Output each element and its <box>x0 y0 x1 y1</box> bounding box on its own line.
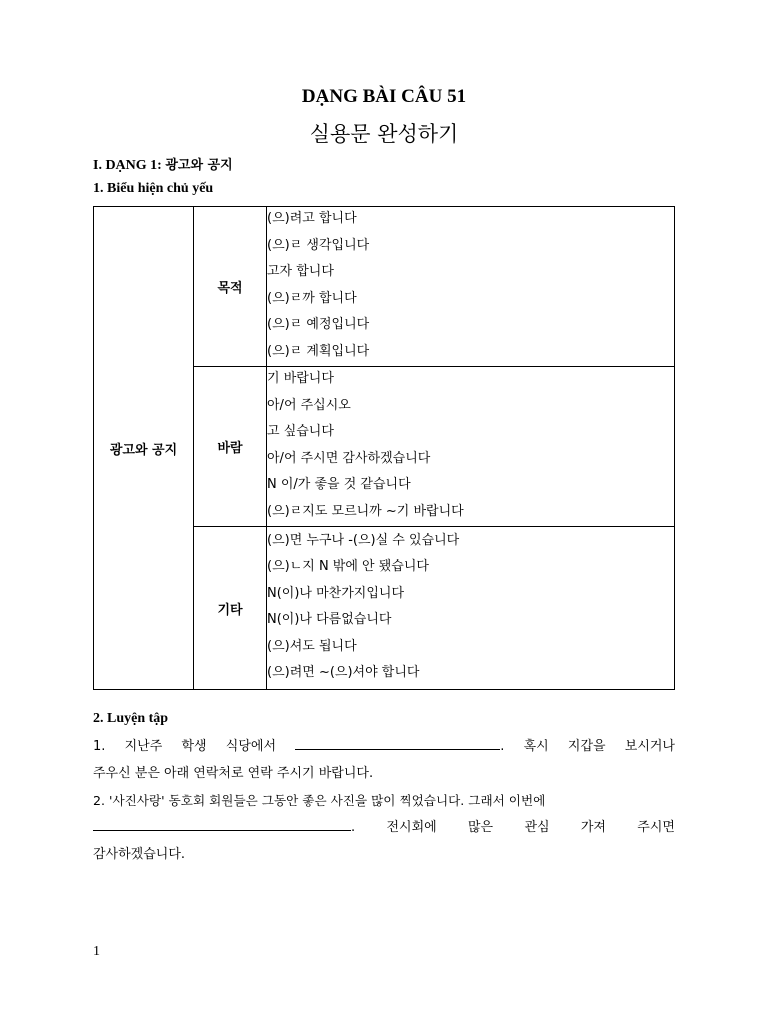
list-item: 아/어 주십시오 <box>267 397 351 413</box>
exercise-2-line-2 <box>93 814 675 841</box>
table-row-purpose <box>94 207 675 367</box>
category-cell: 광고와 공지 <box>94 207 194 690</box>
list-item: N 이/가 좋을 것 같습니다 <box>267 477 411 492</box>
group-name-wish: 바람 <box>194 367 267 527</box>
list-item: (으)려고 합니다 <box>267 211 357 226</box>
list-item: (으)면 누구나 -(으)실 수 있습니다 <box>267 532 460 548</box>
section-label-kr: 광고와 공지 <box>165 158 233 173</box>
group-items-wish <box>267 367 675 527</box>
list-item: (으)셔도 됩니다 <box>267 638 357 654</box>
list-item: 기 바랍니다 <box>267 371 334 386</box>
list-item: 고 싶습니다 <box>267 424 334 439</box>
list-item: N(이)나 마찬가지입니다 <box>267 585 405 601</box>
exercise-2-line-1: 2. '사진사랑' 동호회 회원들은 그동안 좋은 사진을 많이 찍었습니다. 그래서 이번에 <box>93 793 546 808</box>
list-item: (으)ㄹ까 합니다 <box>267 290 357 306</box>
answer-blank-1[interactable] <box>295 736 500 750</box>
group-name-purpose: 목적 <box>194 207 267 367</box>
exercise-2-text-b: . 전시회에 많은 관심 가져 주시면 <box>351 820 675 835</box>
page-number: 1 <box>93 944 100 959</box>
list-item: (으)ㄹ 계획입니다 <box>267 343 370 359</box>
subsection-heading-practice: 2. Luyện tập <box>93 711 169 726</box>
expressions-table <box>93 206 675 690</box>
page-title: DẠNG BÀI CÂU 51 <box>301 86 467 107</box>
page-subtitle: 실용문 완성하기 <box>309 122 459 146</box>
list-item: 아/어 주시면 감사하겠습니다 <box>267 450 431 466</box>
group-items-purpose <box>267 207 675 367</box>
group-name-other: 기타 <box>194 527 267 690</box>
list-item: (으)ㄹ지도 모르니까 ~기 바랍니다 <box>267 503 464 519</box>
section-label: I. DẠNG 1: <box>93 158 166 173</box>
list-item: (으)려면 ~(으)셔야 합니다 <box>267 665 420 680</box>
exercise-1-line-2: 주우신 분은 아래 연락처로 연락 주시기 바랍니다. <box>93 766 374 781</box>
exercise-1-text-a: 1. 지난주 학생 식당에서 <box>93 739 277 754</box>
list-item: N(이)나 다름없습니다 <box>267 612 392 627</box>
group-items-other <box>267 527 675 690</box>
section-heading <box>93 154 233 174</box>
list-item: (으)ㄴ지 N 밖에 안 됐습니다 <box>267 559 429 574</box>
list-item: 고자 합니다 <box>267 264 334 279</box>
exercise-1-line-1 <box>93 733 675 760</box>
answer-blank-2[interactable] <box>93 817 351 831</box>
list-item: (으)ㄹ 생각입니다 <box>267 237 370 253</box>
list-item: (으)ㄹ 예정입니다 <box>267 317 370 332</box>
exercise-2-line-3: 감사하겠습니다. <box>93 847 186 862</box>
exercise-1-text-b: . 혹시 지갑을 보시거나 <box>500 739 675 754</box>
subsection-heading-expressions: 1. Biểu hiện chủ yếu <box>93 181 214 196</box>
